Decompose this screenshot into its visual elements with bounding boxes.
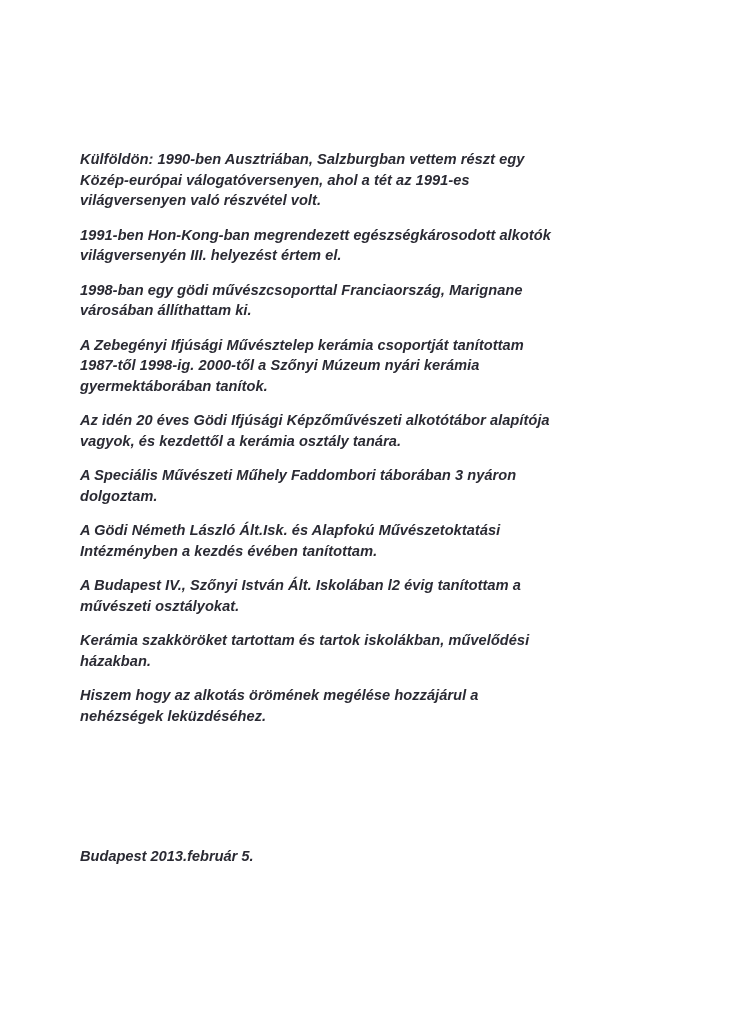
text-line: A Zebegényi Ifjúsági Művésztelep kerámia csoportját tanítottam — [80, 337, 524, 354]
paragraph-abroad — [80, 150, 665, 212]
place-and-date: Budapest 2013.február 5. — [80, 849, 254, 865]
text-line: Intézményben a kezdés évében tanítottam. — [80, 543, 378, 560]
text-line: gyermektáborában tanítok. — [80, 378, 268, 395]
text-line: Közép-európai válogatóversenyen, ahol a tét az 1991-es — [80, 172, 470, 189]
text-line: 1991-ben Hon-Kong-ban megrendezett egészségkárosodott alkotók — [80, 227, 551, 244]
text-line: 1987-től 1998-ig. 2000-től a Szőnyi Múzeum nyári kerámia — [80, 358, 480, 374]
paragraph-belief — [80, 686, 665, 727]
text-line: A Gödi Németh László Ált.Isk. és Alapfokú Művészetoktatási — [80, 523, 501, 539]
text-line: Hiszem hogy az alkotás örömének megélése hozzájárul a — [80, 688, 479, 704]
text-line: vagyok, és kezdettől a kerámia osztály tanára. — [80, 433, 402, 450]
text-line: A Budapest IV., Szőnyi István Ált. Iskolában l2 évig tanítottam a — [80, 578, 521, 594]
text-line: Az idén 20 éves Gödi Ifjúsági Képzőművészeti alkotótábor alapítója — [80, 413, 550, 429]
text-line: nehézségek leküzdéséhez. — [80, 708, 267, 725]
paragraph-hong-kong — [80, 226, 665, 267]
paragraph-nemeth-laszlo — [80, 521, 665, 562]
paragraph-faddombor — [80, 466, 665, 507]
text-line: Külföldön: 1990-ben Ausztriában, Salzburgban vettem részt egy — [80, 152, 525, 168]
paragraph-szonyi-school — [80, 576, 665, 617]
text-line: A Speciális Művészeti Műhely Faddombori táborában 3 nyáron — [80, 468, 517, 484]
text-line: házakban. — [80, 653, 152, 670]
text-line: Kerámia szakköröket tartottam és tartok iskolákban, művelődési — [80, 633, 530, 649]
paragraph-zebegeny — [80, 336, 665, 398]
paragraph-france — [80, 281, 665, 322]
text-line: városában állíthattam ki. — [80, 303, 252, 319]
text-line: világversenyen való részvétel volt. — [80, 193, 322, 209]
document-body — [80, 150, 665, 741]
paragraph-ceramics-clubs — [80, 631, 665, 672]
text-line: dolgoztam. — [80, 488, 158, 505]
text-line: 1998-ban egy gödi művészcsoporttal Franciaország, Marignane — [80, 282, 523, 299]
text-line: művészeti osztályokat. — [80, 598, 240, 615]
text-line: világversenyén III. helyezést értem el. — [80, 248, 342, 264]
paragraph-god-camp — [80, 411, 665, 452]
